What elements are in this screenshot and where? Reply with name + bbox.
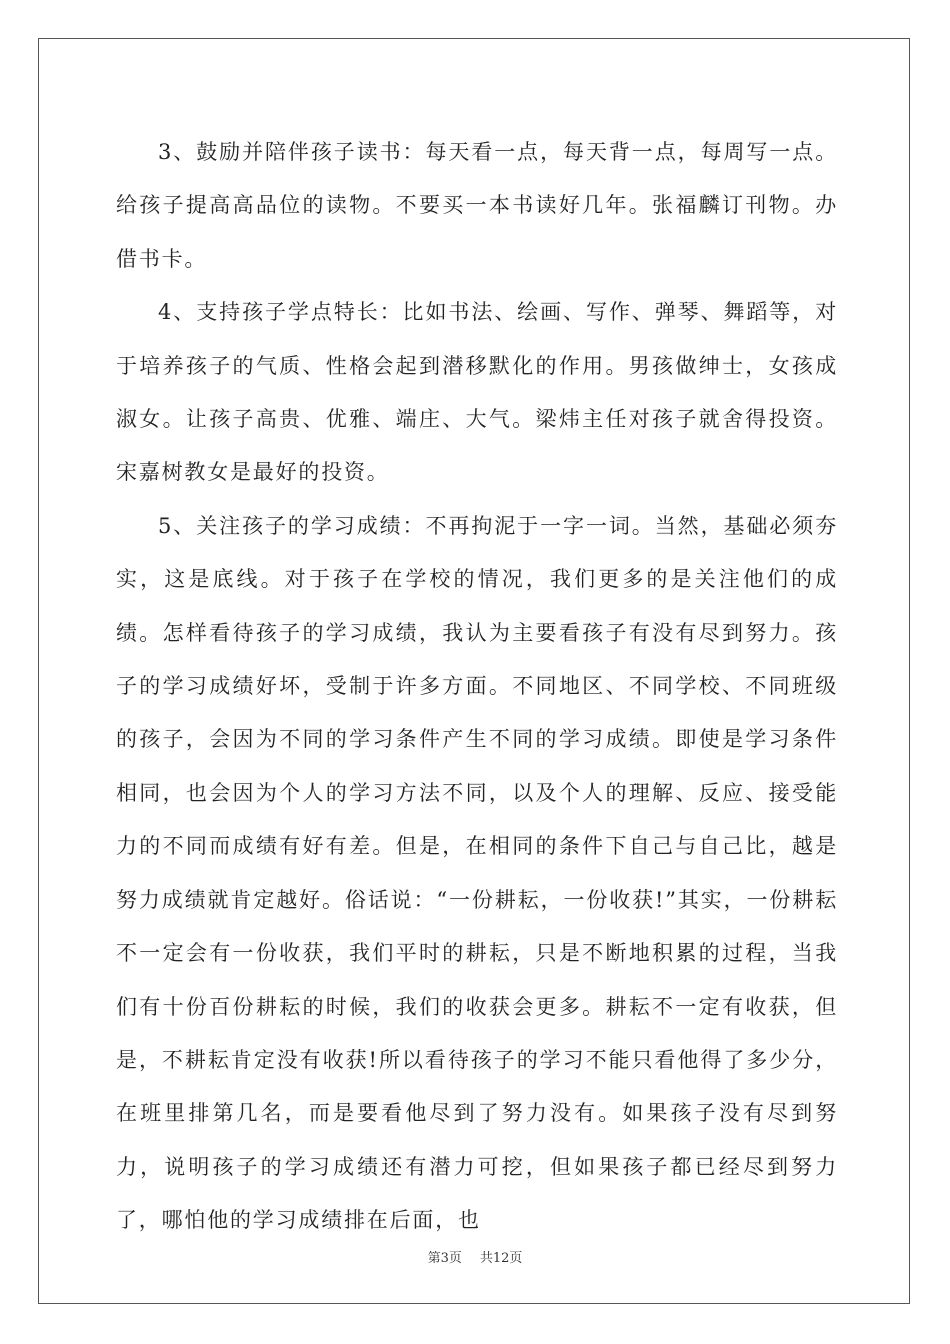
page-footer	[0, 1247, 950, 1266]
page-total: 共12页	[479, 1251, 523, 1266]
page-number: 第3页	[427, 1251, 462, 1266]
paragraph-5: 5、关注孩子的学习成绩：不再拘泥于一字一词。当然，基础必须夯实，这是底线。对于孩子在学校的情况，我们更多的是关注他们的成绩。怎样看待孩子的学习成绩，我认为主要看孩子有没有尽到努力。孩子的学习成绩好坏，受制于许多方面。不同地区、不同学校、不同班级的孩子，会因为不同的学习条件产生不同的学习成绩。即使是学习条件相同，也会因为个人的学习方法不同，以及个人的理解、反应、接受能力的不同而成绩有好有差。但是，在相同的条件下自己与自己比，越是努力成绩就肯定越好。俗话说：“一份耕耘，一份收获!”其实，一份耕耘不一定会有一份收获，我们平时的耕耘，只是不断地积累的过程，当我们有十份百份耕耘的时候，我们的收获会更多。耕耘不一定有收获，但是，不耕耘肯定没有收获!所以看待孩子的学习不能只看他得了多少分，在班里排第几名，而是要看他尽到了努力没有。如果孩子没有尽到努力，说明孩子的学习成绩还有潜力可挖，但如果孩子都已经尽到努力了，哪怕他的学习成绩排在后面，也	[116, 513, 838, 1233]
paragraph-3: 3、鼓励并陪伴孩子读书：每天看一点，每天背一点，每周写一点。给孩子提高高品位的读物。不要买一本书读好几年。张福麟订刊物。办借书卡。	[116, 140, 838, 271]
document-body	[116, 126, 838, 1248]
paragraph-4: 4、支持孩子学点特长：比如书法、绘画、写作、弹琴、舞蹈等，对于培养孩子的气质、性格会起到潜移默化的作用。男孩做绅士，女孩成淑女。让孩子高贵、优雅、端庄、大气。梁炜主任对孩子就舍得投资。宋嘉树教女是最好的投资。	[116, 300, 838, 485]
